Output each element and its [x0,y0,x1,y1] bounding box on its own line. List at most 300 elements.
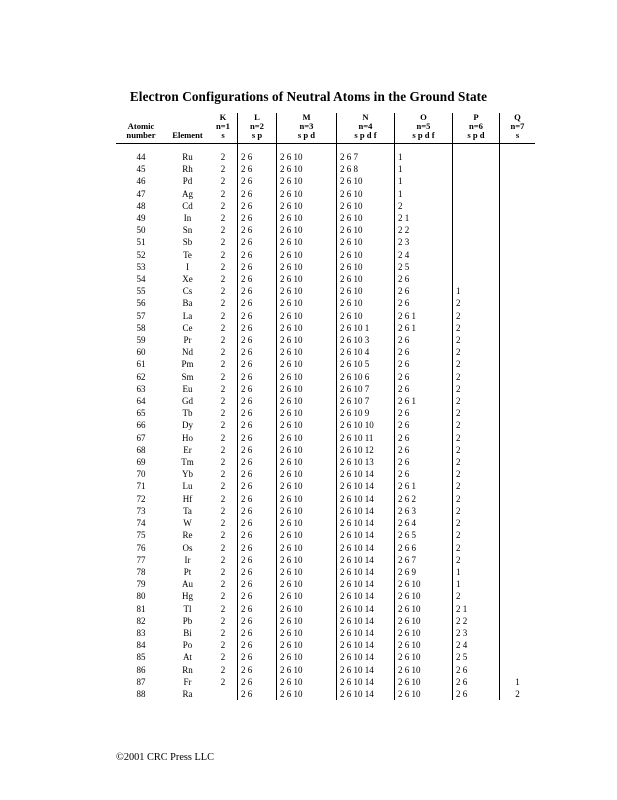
shell-p: 2 [453,505,500,517]
shell-l: 2 6 [238,651,277,663]
atomic-number: 46 [136,176,146,187]
shell-l: 2 6 [238,529,277,541]
shell-p: 2 [453,322,500,334]
element-symbol: Po [182,640,193,651]
shell-k: 2 [220,420,226,431]
table-row [116,310,535,322]
shell-m: 2 6 10 [277,578,337,590]
table-row [116,664,535,676]
shell-n: 2 6 10 14 [337,566,395,578]
shell-p: 2 [453,407,500,419]
shell-m-sub: s p d [277,131,337,144]
element-symbol: In [183,213,192,224]
shell-n: 2 6 10 13 [337,456,395,468]
shell-m: 2 6 10 [277,261,337,273]
element-symbol: Nd [182,347,193,358]
shell-m: 2 6 10 [277,651,337,663]
shell-n: 2 6 10 [337,273,395,285]
electron-configuration-table [116,113,535,700]
shell-q [500,371,536,383]
atomic-number: 58 [136,322,146,333]
shell-p: 2 4 [453,639,500,651]
shell-p: 2 [453,493,500,505]
atomic-number: 78 [136,566,146,577]
shell-n: 2 6 10 14 [337,651,395,663]
shell-p: 1 [453,578,500,590]
shell-o: 2 6 10 [395,664,453,676]
shell-q [500,432,536,444]
shell-p [453,200,500,212]
shell-l: 2 6 [238,358,277,370]
shell-o: 2 6 10 [395,578,453,590]
shell-n: 2 6 10 5 [337,358,395,370]
shell-q [500,444,536,456]
shell-o: 2 6 [395,432,453,444]
shell-p [453,188,500,200]
shell-p: 2 [453,419,500,431]
table-row [116,212,535,224]
shell-n: 2 6 10 14 [337,627,395,639]
shell-m: 2 6 10 [277,224,337,236]
shell-n: 2 6 10 14 [337,603,395,615]
shell-q [500,639,536,651]
shell-m: 2 6 10 [277,175,337,187]
shell-q [500,419,536,431]
shell-k: 2 [220,396,226,407]
shell-q [500,151,536,163]
shell-m: 2 6 10 [277,358,337,370]
atomic-number: 62 [136,371,146,382]
shell-o: 2 6 10 [395,676,453,688]
shell-q [500,212,536,224]
shell-m: 2 6 10 [277,273,337,285]
shell-p-header: P [453,113,500,122]
shell-l: 2 6 [238,517,277,529]
shell-k-header: K [219,112,227,122]
shell-k: 2 [220,591,226,602]
shell-k: 2 [220,603,226,614]
shell-n: 2 6 10 14 [337,480,395,492]
shell-o: 1 [395,163,453,175]
element-symbol: Te [183,249,192,260]
shell-l: 2 6 [238,505,277,517]
shell-n: 2 6 10 [337,188,395,200]
shell-l: 2 6 [238,346,277,358]
shell-p [453,151,500,163]
table-row [116,261,535,273]
shell-k: 2 [220,652,226,663]
shell-k: 2 [220,530,226,541]
shell-q [500,651,536,663]
element-symbol: Lu [182,481,193,492]
shell-m: 2 6 10 [277,200,337,212]
shell-k: 2 [220,566,226,577]
table-row [116,639,535,651]
shell-l: 2 6 [238,456,277,468]
shell-n: 2 6 10 14 [337,639,395,651]
element-symbol: Rn [182,664,193,675]
table-row [116,383,535,395]
shell-o: 1 [395,175,453,187]
shell-o: 2 6 9 [395,566,453,578]
shell-l-sub: s p [238,131,277,144]
shell-o: 2 6 10 [395,639,453,651]
shell-m: 2 6 10 [277,566,337,578]
shell-k: 2 [220,225,226,236]
shell-l: 2 6 [238,175,277,187]
element-symbol: Rh [182,164,193,175]
shell-o: 2 6 7 [395,554,453,566]
atomic-number: 63 [136,383,146,394]
element-symbol: Yb [182,469,193,480]
atomic-number: 50 [136,225,146,236]
shell-o: 2 6 [395,297,453,309]
shell-l: 2 6 [238,578,277,590]
shell-o: 2 6 10 [395,615,453,627]
shell-q [500,175,536,187]
shell-q [500,566,536,578]
shell-q [500,456,536,468]
table-row [116,371,535,383]
shell-p: 2 [453,383,500,395]
shell-l: 2 6 [238,664,277,676]
shell-n: 2 6 10 14 [337,554,395,566]
element-symbol: Tl [183,603,192,614]
atomic-number: 54 [136,274,146,285]
shell-l: 2 6 [238,322,277,334]
shell-q [500,261,536,273]
atomic-number: 85 [136,652,146,663]
shell-l-n: n=2 [238,122,277,131]
shell-p [453,249,500,261]
element-symbol: Hf [182,493,193,504]
element-symbol: Dy [182,420,193,431]
shell-o: 2 3 [395,236,453,248]
shell-o: 1 [395,151,453,163]
shell-p: 2 [453,334,500,346]
shell-k: 2 [220,359,226,370]
shell-k: 2 [220,176,226,187]
shell-o: 2 6 [395,407,453,419]
shell-k: 2 [220,542,226,553]
shell-q [500,297,536,309]
shell-p: 2 [453,346,500,358]
shell-m: 2 6 10 [277,627,337,639]
table-row [116,175,535,187]
header-rule [116,144,535,152]
shell-l-header: L [238,113,277,122]
shell-p [453,261,500,273]
shell-p: 1 [453,566,500,578]
shell-k: 2 [220,249,226,260]
element-symbol: I [186,261,189,272]
atomic-number: 80 [136,591,146,602]
shell-q [500,249,536,261]
table-row [116,444,535,456]
shell-o: 2 5 [395,261,453,273]
element-symbol: Tm [181,457,194,468]
shell-n-sub: s p d f [337,131,395,144]
element-symbol: Pd [182,176,193,187]
shell-o: 2 6 1 [395,322,453,334]
shell-m-header: M [277,113,337,122]
shell-o: 2 2 [395,224,453,236]
shell-q [500,578,536,590]
shell-k: 2 [220,676,226,687]
shell-n: 2 6 10 14 [337,615,395,627]
shell-m: 2 6 10 [277,542,337,554]
shell-m: 2 6 10 [277,590,337,602]
shell-o: 2 6 10 [395,627,453,639]
shell-l: 2 6 [238,151,277,163]
shell-l: 2 6 [238,468,277,480]
atomic-number: 55 [136,286,146,297]
shell-m: 2 6 10 [277,444,337,456]
table-row [116,358,535,370]
shell-l: 2 6 [238,395,277,407]
atomic-number: 82 [136,615,146,626]
shell-q [500,603,536,615]
shell-q [500,322,536,334]
table-row [116,651,535,663]
element-symbol: Ag [182,188,193,199]
shell-o: 2 6 10 [395,651,453,663]
table-row [116,285,535,297]
shell-k: 2 [220,579,226,590]
shell-o-n: n=5 [395,122,453,131]
shell-o: 2 6 10 [395,688,453,700]
atomic-number: 51 [136,237,146,248]
shell-p [453,236,500,248]
shell-m: 2 6 10 [277,163,337,175]
shell-n: 2 6 10 14 [337,664,395,676]
element-symbol: Sb [182,237,193,248]
shell-m: 2 6 10 [277,334,337,346]
shell-n: 2 6 10 14 [337,493,395,505]
table-row [116,163,535,175]
shell-o: 2 6 [395,456,453,468]
shell-o: 2 6 [395,468,453,480]
shell-m: 2 6 10 [277,383,337,395]
shell-m: 2 6 10 [277,432,337,444]
shell-k: 2 [220,164,226,175]
shell-l: 2 6 [238,371,277,383]
table-row [116,480,535,492]
shell-q [500,517,536,529]
shell-m-n: n=3 [277,122,337,131]
atomic-number: 77 [136,554,146,565]
shell-l: 2 6 [238,224,277,236]
shell-o: 2 6 1 [395,310,453,322]
table-row [116,419,535,431]
shell-p [453,175,500,187]
shell-m: 2 6 10 [277,505,337,517]
atomic-number: 88 [136,688,146,699]
shell-p: 2 1 [453,603,500,615]
shell-k: 2 [220,188,226,199]
shell-k: 2 [220,335,226,346]
shell-o: 2 6 [395,419,453,431]
atomic-number: 59 [136,335,146,346]
shell-q [500,615,536,627]
shell-p: 2 [453,468,500,480]
shell-p [453,224,500,236]
table-row [116,249,535,261]
shell-q [500,395,536,407]
shell-m: 2 6 10 [277,371,337,383]
table-row [116,542,535,554]
shell-p: 2 [453,517,500,529]
table-row [116,627,535,639]
shell-q [500,480,536,492]
shell-n: 2 6 10 [337,297,395,309]
shell-m: 2 6 10 [277,517,337,529]
shell-o: 2 6 1 [395,395,453,407]
shell-l: 2 6 [238,261,277,273]
table-row [116,505,535,517]
shell-p: 2 3 [453,627,500,639]
shell-o: 2 1 [395,212,453,224]
element-symbol: Os [182,542,193,553]
shell-q [500,468,536,480]
shell-k: 2 [220,347,226,358]
shell-n: 2 6 10 12 [337,444,395,456]
shell-n: 2 6 8 [337,163,395,175]
shell-o: 2 6 [395,285,453,297]
shell-l: 2 6 [238,480,277,492]
shell-l: 2 6 [238,297,277,309]
shell-n: 2 6 10 6 [337,371,395,383]
shell-k: 2 [220,554,226,565]
table-row [116,603,535,615]
element-symbol: Xe [182,274,193,285]
table-body [116,151,535,700]
shell-l: 2 6 [238,249,277,261]
atomic-number: 53 [136,261,146,272]
shell-p: 2 [453,395,500,407]
atomic-number: 76 [136,542,146,553]
shell-m: 2 6 10 [277,688,337,700]
shell-k: 2 [220,261,226,272]
shell-m: 2 6 10 [277,554,337,566]
element-symbol: Eu [182,383,193,394]
shell-o: 2 6 [395,346,453,358]
atomic-number: 79 [136,579,146,590]
shell-l: 2 6 [238,590,277,602]
table-row [116,676,535,688]
shell-l: 2 6 [238,615,277,627]
shell-o: 2 6 [395,358,453,370]
shell-q [500,590,536,602]
shell-k: 2 [220,481,226,492]
atomic-number: 44 [136,152,146,162]
shell-k-sub: s [221,130,225,140]
atomic-number: 67 [136,432,146,443]
shell-k: 2 [220,615,226,626]
shell-o: 2 6 [395,273,453,285]
shell-m: 2 6 10 [277,346,337,358]
element-symbol: Ru [182,152,193,162]
shell-n: 2 6 10 14 [337,517,395,529]
shell-q [500,224,536,236]
shell-m: 2 6 10 [277,249,337,261]
shell-k [209,688,238,700]
table-row [116,432,535,444]
element-symbol: Ba [182,298,193,309]
shell-n: 2 6 10 14 [337,505,395,517]
shell-k: 2 [220,518,226,529]
table-row [116,224,535,236]
copyright-footer: ©2001 CRC Press LLC [116,752,214,763]
table-row [116,590,535,602]
shell-l: 2 6 [238,639,277,651]
shell-n: 2 6 10 [337,261,395,273]
shell-k: 2 [220,322,226,333]
shell-l: 2 6 [238,188,277,200]
element-symbol: Cs [182,286,193,297]
shell-p: 2 6 [453,688,500,700]
shell-k: 2 [220,493,226,504]
table-row [116,517,535,529]
atomic-number: 65 [136,408,146,419]
shell-q: 2 [500,688,536,700]
shell-m: 2 6 10 [277,664,337,676]
atomic-number: 83 [136,627,146,638]
shell-n: 2 6 10 14 [337,578,395,590]
shell-p [453,163,500,175]
shell-k: 2 [220,310,226,321]
number-header: number [126,130,156,140]
shell-k: 2 [220,237,226,248]
shell-p: 2 [453,480,500,492]
element-symbol: Pb [182,615,193,626]
element-symbol: Sn [182,225,193,236]
shell-k: 2 [220,371,226,382]
shell-o: 2 6 [395,371,453,383]
shell-n: 2 6 10 [337,310,395,322]
shell-k: 2 [220,152,226,162]
element-symbol: Ra [182,688,193,699]
table-row [116,688,535,700]
shell-q [500,493,536,505]
shell-q [500,346,536,358]
shell-o: 2 4 [395,249,453,261]
page-title: Electron Configurations of Neutral Atoms in the Ground State [129,89,488,104]
element-symbol: At [183,652,192,663]
element-symbol: Gd [182,396,193,407]
shell-o: 2 6 [395,383,453,395]
table-row [116,493,535,505]
atomic-number: 47 [136,188,146,199]
shell-o: 2 6 6 [395,542,453,554]
shell-l: 2 6 [238,407,277,419]
shell-q [500,505,536,517]
table-row [116,578,535,590]
shell-n: 2 6 10 [337,236,395,248]
shell-k: 2 [220,383,226,394]
shell-o: 2 6 3 [395,505,453,517]
table-row [116,188,535,200]
shell-l: 2 6 [238,444,277,456]
shell-k: 2 [220,457,226,468]
shell-l: 2 6 [238,432,277,444]
shell-q [500,273,536,285]
element-header: Element [172,130,203,140]
shell-q [500,554,536,566]
shell-l: 2 6 [238,688,277,700]
atomic-number: 84 [136,640,146,651]
element-symbol: Pr [183,335,192,346]
